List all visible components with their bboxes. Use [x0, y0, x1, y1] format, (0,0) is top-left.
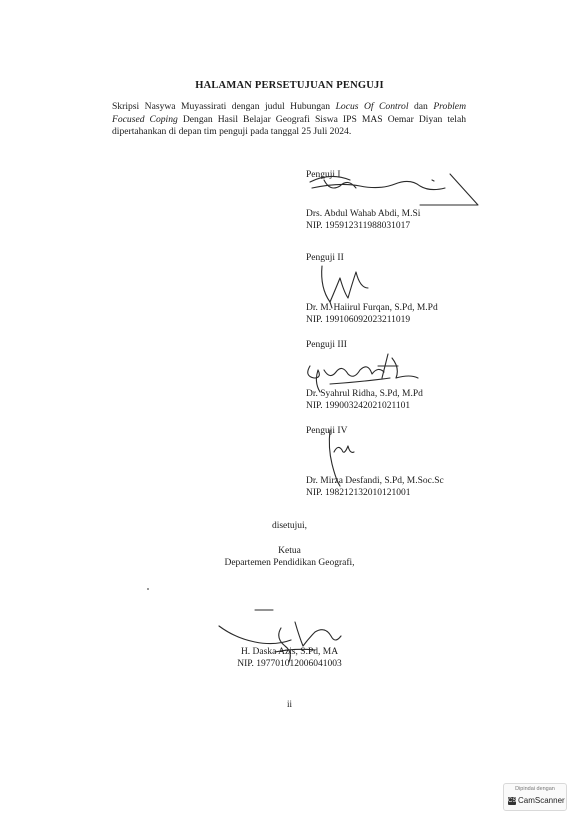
intro-text: Dengan Hasil Belajar Geografi Siswa IPS MAS Oemar Diyan telah dipertahankan di depan tim penguji pada tanggal 25 Juli 2024. — [112, 113, 466, 138]
examiner-3-nip: NIP. 199003242021021101 — [306, 401, 411, 411]
examiner-1-nip: NIP. 195912311988031017 — [306, 221, 411, 231]
examiner-3-label: Penguji III — [306, 340, 347, 350]
examiner-1-label: Penguji I — [306, 170, 341, 180]
intro-text: dan — [408, 101, 434, 112]
approver-role: Ketua — [278, 546, 301, 556]
watermark-brand-text: CamScanner — [518, 796, 565, 805]
page-title: HALAMAN PERSETUJUAN PENGUJI — [195, 80, 384, 91]
approver-nip: NIP. 197701012006041003 — [237, 659, 342, 669]
camscanner-watermark — [503, 783, 567, 811]
examiner-4-nip: NIP. 198212132010121001 — [306, 488, 411, 498]
page-number: ii — [286, 699, 292, 709]
watermark-brand — [508, 796, 565, 805]
intro-term-locus: Locus Of Control — [335, 101, 409, 112]
examiner-1-name: Drs. Abdul Wahab Abdi, M.Si — [306, 209, 421, 219]
camscanner-icon: CS — [508, 797, 517, 804]
intro-text: Skripsi Nasywa Muyassirati dengan judul Hubungan — [112, 101, 336, 112]
watermark-top-text: Dipindai dengan — [515, 786, 555, 792]
examiner-3-name: Dr. Syahrul Ridha, S.Pd, M.Pd — [306, 389, 423, 399]
examiner-2-name: Dr. M. Haiirul Furqan, S.Pd, M.Pd — [306, 303, 438, 313]
approver-name: H. Daska Azis, S.Pd, MA — [240, 647, 339, 657]
approver-department: Departemen Pendidikan Geografi, — [224, 558, 355, 568]
approved-label: disetujui, — [271, 521, 308, 531]
examiner-2-nip: NIP. 199106092023211019 — [306, 315, 411, 325]
intro-paragraph — [112, 101, 466, 139]
scan-speck — [147, 588, 149, 590]
examiner-4-label: Penguji IV — [306, 426, 348, 436]
examiner-4-name: Dr. Mirza Desfandi, S.Pd, M.Soc.Sc — [306, 476, 444, 486]
intro-term-coping: Problem Focused Coping — [112, 101, 466, 125]
examiner-2-label: Penguji II — [306, 253, 344, 263]
